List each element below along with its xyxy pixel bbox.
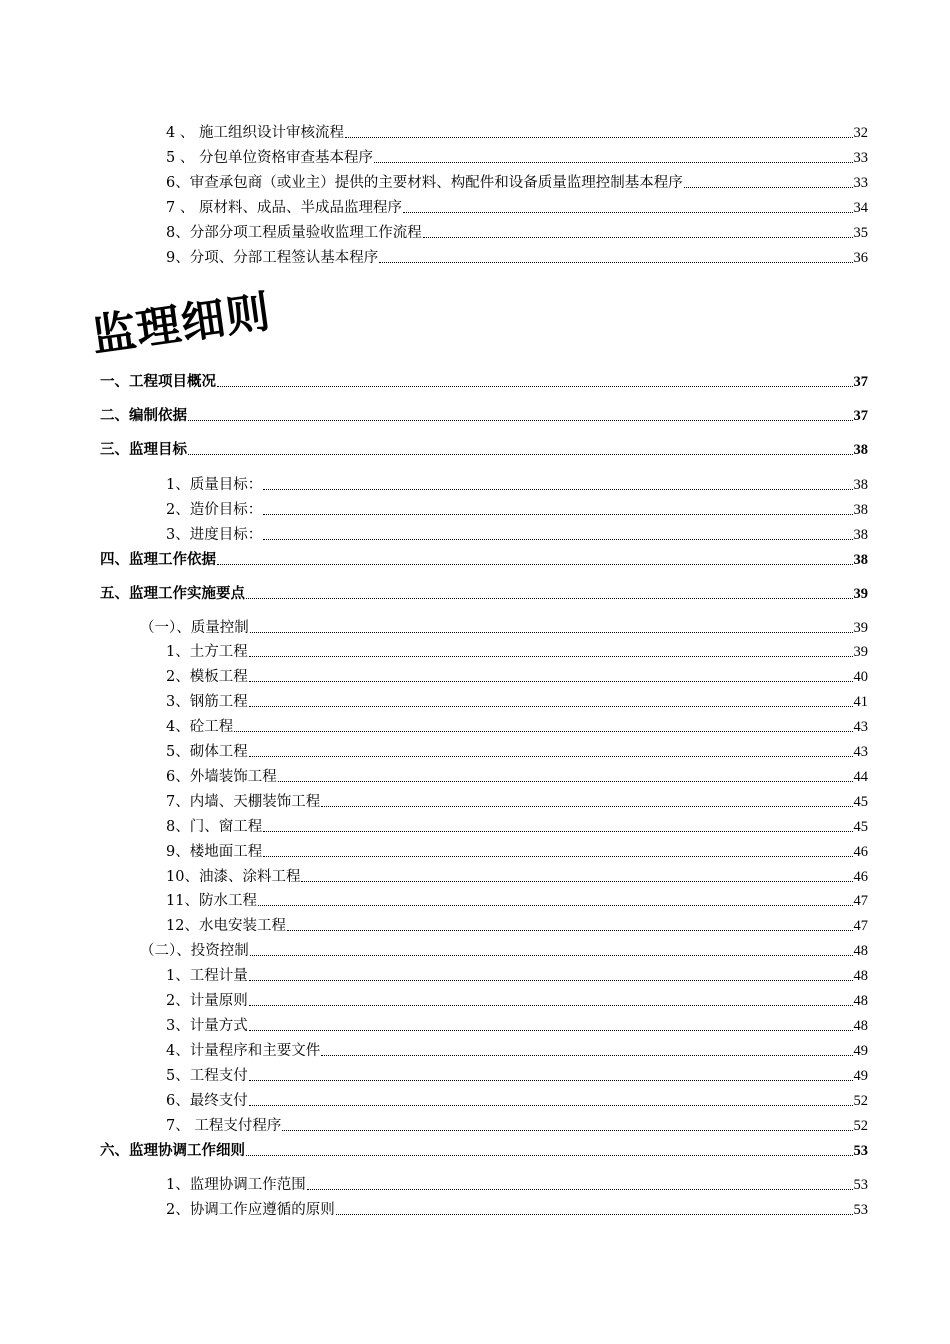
toc-label: 1、土方工程 xyxy=(166,644,248,660)
dot-leader xyxy=(249,1030,853,1031)
toc-label: 三、监理目标 xyxy=(100,441,187,458)
toc-page: 39 xyxy=(853,620,868,636)
toc-entry[interactable] xyxy=(166,666,868,686)
dot-leader xyxy=(249,980,853,981)
toc-page: 48 xyxy=(853,943,868,959)
toc-label: 8、门、窗工程 xyxy=(166,819,263,835)
toc-label: 9、楼地面工程 xyxy=(166,844,263,860)
toc-entry[interactable] xyxy=(140,940,868,960)
toc-label: 10、油漆、涂料工程 xyxy=(166,869,301,885)
toc-label: 7、内墙、天棚装饰工程 xyxy=(166,794,321,810)
toc-label: 一、工程项目概况 xyxy=(100,373,216,390)
toc-page: 48 xyxy=(853,968,868,984)
toc-entry[interactable] xyxy=(166,641,868,661)
toc-label: 9、分项、分部工程签认基本程序 xyxy=(166,250,379,266)
toc-label: 2、造价目标： xyxy=(166,502,263,518)
toc-entry[interactable] xyxy=(166,499,868,519)
dot-leader xyxy=(263,856,852,857)
toc-page: 36 xyxy=(853,250,868,266)
dot-leader xyxy=(263,539,852,540)
toc-entry[interactable] xyxy=(166,1199,868,1219)
toc-label: 2、计量原则 xyxy=(166,993,248,1009)
toc-page: 53 xyxy=(853,1143,868,1159)
toc-entry[interactable] xyxy=(166,1065,868,1085)
toc-page: 38 xyxy=(853,552,868,568)
toc-entry[interactable] xyxy=(166,1090,868,1110)
toc-label: 2、模板工程 xyxy=(166,669,248,685)
toc-entry[interactable] xyxy=(166,791,868,811)
dot-leader xyxy=(250,632,853,633)
toc-label: 四、监理工作依据 xyxy=(100,551,216,568)
toc-page: 49 xyxy=(853,1043,868,1059)
dot-leader xyxy=(321,1055,852,1056)
toc-label: 3、钢筋工程 xyxy=(166,694,248,710)
toc-entry[interactable] xyxy=(166,172,868,192)
dot-leader xyxy=(250,955,853,956)
dot-leader xyxy=(263,489,852,490)
toc-page: 43 xyxy=(853,744,868,760)
toc-page: 52 xyxy=(853,1118,868,1134)
toc-page: 39 xyxy=(853,644,868,660)
dot-leader xyxy=(336,1214,853,1215)
toc-label: 7 、 原材料、成品、半成品监理程序 xyxy=(166,200,402,216)
toc-label: 六、监理协调工作细则 xyxy=(100,1142,245,1159)
toc-label: 11、防水工程 xyxy=(166,893,257,909)
toc-entry[interactable] xyxy=(100,405,868,425)
toc-page: 46 xyxy=(853,844,868,860)
toc-entry[interactable] xyxy=(166,147,868,167)
toc-page: 48 xyxy=(853,1018,868,1034)
toc-label: 3、进度目标： xyxy=(166,527,263,543)
toc-entry[interactable] xyxy=(166,866,868,886)
dot-leader xyxy=(278,781,853,782)
dot-leader xyxy=(684,187,853,188)
toc-entry[interactable] xyxy=(166,1174,868,1194)
dot-leader xyxy=(249,756,853,757)
toc-label: 4 、 施工组织设计审核流程 xyxy=(166,125,344,141)
dot-leader xyxy=(246,598,853,599)
toc-label: 五、监理工作实施要点 xyxy=(100,585,245,602)
dot-leader xyxy=(249,656,853,657)
toc-entry[interactable] xyxy=(166,1015,868,1035)
dot-leader xyxy=(188,454,853,455)
dot-leader xyxy=(188,420,853,421)
toc-page: 38 xyxy=(853,527,868,543)
toc-entry[interactable] xyxy=(166,766,868,786)
toc-page: 38 xyxy=(853,442,868,458)
toc-entry[interactable] xyxy=(166,222,868,242)
toc-entry[interactable] xyxy=(166,474,868,494)
toc-entry[interactable] xyxy=(166,247,868,267)
toc-entry[interactable] xyxy=(166,965,868,985)
toc-label: 6、审查承包商（或业主）提供的主要材料、构配件和设备质量监理控制基本程序 xyxy=(166,175,683,191)
toc-page: 38 xyxy=(853,477,868,493)
toc-label: 4、砼工程 xyxy=(166,719,234,735)
toc-entry[interactable] xyxy=(100,549,868,569)
toc-label: 二、编制依据 xyxy=(100,407,187,424)
toc-entry[interactable] xyxy=(140,617,868,637)
toc-entry[interactable] xyxy=(166,816,868,836)
toc-label: 1、监理协调工作范围 xyxy=(166,1177,306,1193)
toc-entry[interactable] xyxy=(100,371,868,391)
toc-page: 47 xyxy=(853,893,868,909)
toc-entry[interactable] xyxy=(166,122,868,142)
toc-label: （一）、质量控制 xyxy=(140,620,249,636)
dot-leader xyxy=(263,831,852,832)
toc-entry[interactable] xyxy=(166,691,868,711)
toc-label: 7、 工程支付程序 xyxy=(166,1118,282,1134)
toc-entry[interactable] xyxy=(100,439,868,459)
toc-page: 37 xyxy=(853,374,868,390)
toc-label: 5、砌体工程 xyxy=(166,744,248,760)
dot-leader xyxy=(379,262,852,263)
toc-page: 32 xyxy=(853,125,868,141)
toc-label: （二）、投资控制 xyxy=(140,943,249,959)
dot-leader xyxy=(217,386,853,387)
toc-page: 46 xyxy=(853,869,868,885)
toc-label: 8、分部分项工程质量验收监理工作流程 xyxy=(166,225,422,241)
toc-entry[interactable] xyxy=(166,1040,868,1060)
toc-page: 37 xyxy=(853,408,868,424)
toc-label: 12、水电安装工程 xyxy=(166,918,286,934)
toc-page: 35 xyxy=(853,225,868,241)
dot-leader xyxy=(258,905,853,906)
toc-label: 1、工程计量 xyxy=(166,968,248,984)
dot-leader xyxy=(301,881,852,882)
toc-label: 2、协调工作应遵循的原则 xyxy=(166,1202,335,1218)
dot-leader xyxy=(249,681,853,682)
dot-leader xyxy=(321,806,852,807)
toc-entry[interactable] xyxy=(166,841,868,861)
toc-page: 53 xyxy=(853,1177,868,1193)
toc-page: 40 xyxy=(853,669,868,685)
toc-page: 49 xyxy=(853,1068,868,1084)
toc-entry[interactable] xyxy=(166,524,868,544)
dot-leader xyxy=(307,1189,853,1190)
toc-page: 33 xyxy=(853,150,868,166)
toc-page: 45 xyxy=(853,794,868,810)
dot-leader xyxy=(403,212,853,213)
toc-page: 43 xyxy=(853,719,868,735)
toc-entry[interactable] xyxy=(166,1115,868,1135)
dot-leader xyxy=(263,514,852,515)
toc-entry[interactable] xyxy=(100,1140,868,1160)
dot-leader xyxy=(282,1130,852,1131)
toc-entry[interactable] xyxy=(166,741,868,761)
dot-leader xyxy=(287,930,853,931)
dot-leader xyxy=(423,237,853,238)
toc-page: 47 xyxy=(853,918,868,934)
dot-leader xyxy=(246,1155,853,1156)
toc-page: 44 xyxy=(853,769,868,785)
section-title: 监理细则 xyxy=(88,286,274,363)
toc-page: 45 xyxy=(853,819,868,835)
toc-label: 6、外墙装饰工程 xyxy=(166,769,277,785)
toc-entry[interactable] xyxy=(100,583,868,603)
toc-page: 48 xyxy=(853,993,868,1009)
dot-leader xyxy=(345,137,853,138)
dot-leader xyxy=(249,1105,853,1106)
toc-label: 4、计量程序和主要文件 xyxy=(166,1043,321,1059)
dot-leader xyxy=(374,162,853,163)
toc-label: 1、质量目标： xyxy=(166,477,263,493)
toc-entry[interactable] xyxy=(166,915,868,935)
dot-leader xyxy=(217,564,853,565)
toc-page: 38 xyxy=(853,502,868,518)
toc-entry[interactable] xyxy=(166,890,868,910)
toc-page: 53 xyxy=(853,1202,868,1218)
toc-label: 3、计量方式 xyxy=(166,1018,248,1034)
dot-leader xyxy=(234,731,852,732)
toc-page: 52 xyxy=(853,1093,868,1109)
toc-entry[interactable] xyxy=(166,716,868,736)
toc-label: 6、最终支付 xyxy=(166,1093,248,1109)
toc-page: 39 xyxy=(853,586,868,602)
toc-label: 5 、 分包单位资格审查基本程序 xyxy=(166,150,373,166)
toc-page: 41 xyxy=(853,694,868,710)
toc-page: 33 xyxy=(853,175,868,191)
toc-entry[interactable] xyxy=(166,197,868,217)
toc-page: 34 xyxy=(853,200,868,216)
dot-leader xyxy=(249,1005,853,1006)
toc-label: 5、工程支付 xyxy=(166,1068,248,1084)
toc-entry[interactable] xyxy=(166,990,868,1010)
dot-leader xyxy=(249,1080,853,1081)
dot-leader xyxy=(249,706,853,707)
